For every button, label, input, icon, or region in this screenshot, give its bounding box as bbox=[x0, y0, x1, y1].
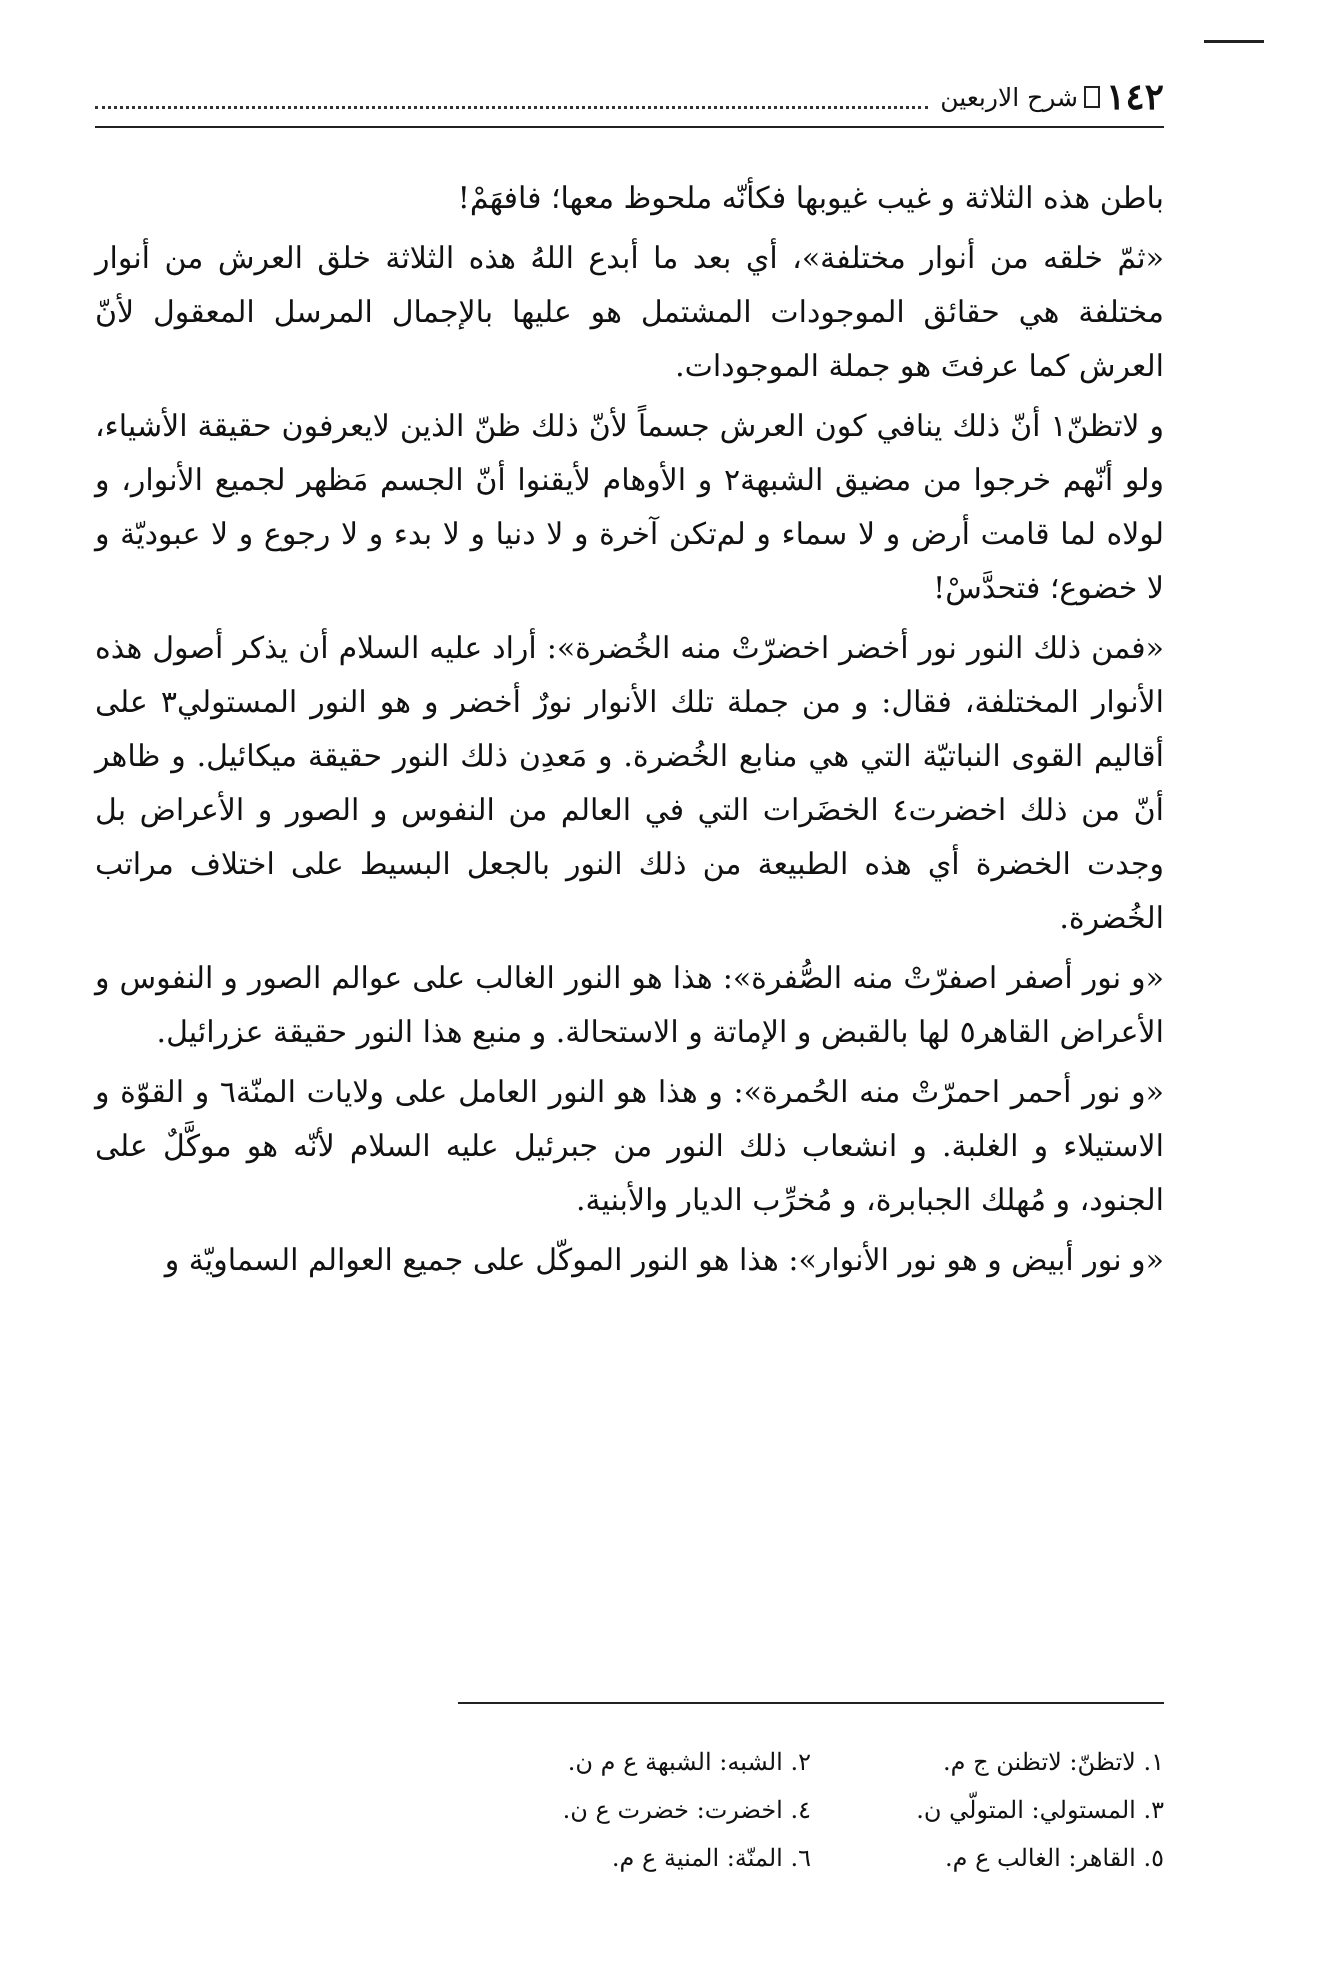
footnote: ٦. المنّة: المنية ع م. bbox=[611, 1844, 811, 1872]
paragraph: «و نور أحمر احمرّتْ منه الحُمرة»: و هذا هو النور العامل على ولايات المنّة٦ و القوّة و الاستيلاء و الغلبة. و انشعاب ذلك النور من جبرئيل عليه السلام لأنّه هو موكَّلٌ على الجنود، و مُهلك الجبابرة، و مُخرِّب الديار والأبنية. bbox=[95, 1075, 1164, 1218]
footnote-row bbox=[458, 1738, 1164, 1786]
main-text bbox=[95, 172, 1164, 1288]
footnote: ٤. اخضرت: خضرت ع ن. bbox=[562, 1796, 811, 1824]
page-number: ١٤٢ bbox=[1105, 76, 1164, 118]
square-icon bbox=[1084, 86, 1100, 108]
paragraph: «و نور أبيض و هو نور الأنوار»: هذا هو النور الموكّل على جميع العوالم السماويّة و bbox=[164, 1243, 1164, 1278]
dotted-leader bbox=[95, 104, 928, 109]
paragraph: «ثمّ خلقه من أنوار مختلفة»، أي بعد ما أبدع اللهُ هذه الثلاثة خلق العرش من أنوار مختلفة هي حقائق الموجودات المشتمل هو عليها بالإجمال المرسل المعقول لأنّ العرش كما عرفتَ هو جملة الموجودات. bbox=[95, 241, 1164, 384]
footnote-rule bbox=[458, 1702, 1164, 1704]
footnote-row bbox=[458, 1786, 1164, 1834]
running-title: شرح الاربعين bbox=[940, 82, 1078, 112]
footnote-row bbox=[458, 1834, 1164, 1882]
footnote: ٣. المستولي: المتولّي ن. bbox=[916, 1796, 1164, 1824]
paragraph: باطن هذه الثلاثة و غيب غيوبها فكأنّه ملحوظ معها؛ فافهَمْ! bbox=[457, 181, 1164, 216]
header-rule bbox=[95, 126, 1164, 128]
footnotes bbox=[458, 1738, 1164, 1882]
footnote: ٥. القاهر: الغالب ع م. bbox=[944, 1844, 1164, 1872]
paragraph: «و نور أصفر اصفرّتْ منه الصُّفرة»: هذا هو النور الغالب على عوالم الصور و النفوس و الأعراض القاهر٥ لها بالقبض و الإماتة و الاستحالة. و منبع هذا النور حقيقة عزرائيل. bbox=[95, 961, 1164, 1050]
paragraph: و لاتظنّ١ أنّ ذلك ينافي كون العرش جسماً لأنّ ذلك ظنّ الذين لايعرفون حقيقة الأشياء، ولو أنّهم خرجوا من مضيق الشبهة٢ و الأوهام لأيقنوا أنّ الجسم مَظهر لجميع الأنوار، و لولاه لما قامت أرض و لا سماء و لم‌تكن آخرة و لا دنيا و لا بدء و لا رجوع و لا عبوديّة و لا خضوع؛ فتحدَّسْ! bbox=[95, 409, 1165, 606]
footnote: ١. لاتظنّ: لاتظنن ج م. bbox=[943, 1748, 1164, 1776]
paragraph: «فمن ذلك النور نور أخضر اخضرّتْ منه الخُضرة»: أراد عليه السلام أن يذكر أصول هذه الأنوار المختلفة، فقال: و من جملة تلك الأنوار نورٌ أخضر و هو النور المستولي٣ على أقاليم القوى النباتيّة التي هي منابع الخُضرة. و مَعدِن ذلك النور حقيقة ميكائيل. و ظاهر أنّ من ذلك اخضرت٤ الخضَرات التي في العالم من النفوس و الصور و الأعراض بل وجدت الخضرة أي هذه الطبيعة من ذلك النور بالجعل البسيط على اختلاف مراتب الخُضرة. bbox=[95, 631, 1165, 936]
footnote: ٢. الشبه: الشبهة ع م ن. bbox=[567, 1748, 811, 1776]
running-head bbox=[95, 74, 1164, 120]
corner-mark bbox=[1204, 40, 1264, 43]
